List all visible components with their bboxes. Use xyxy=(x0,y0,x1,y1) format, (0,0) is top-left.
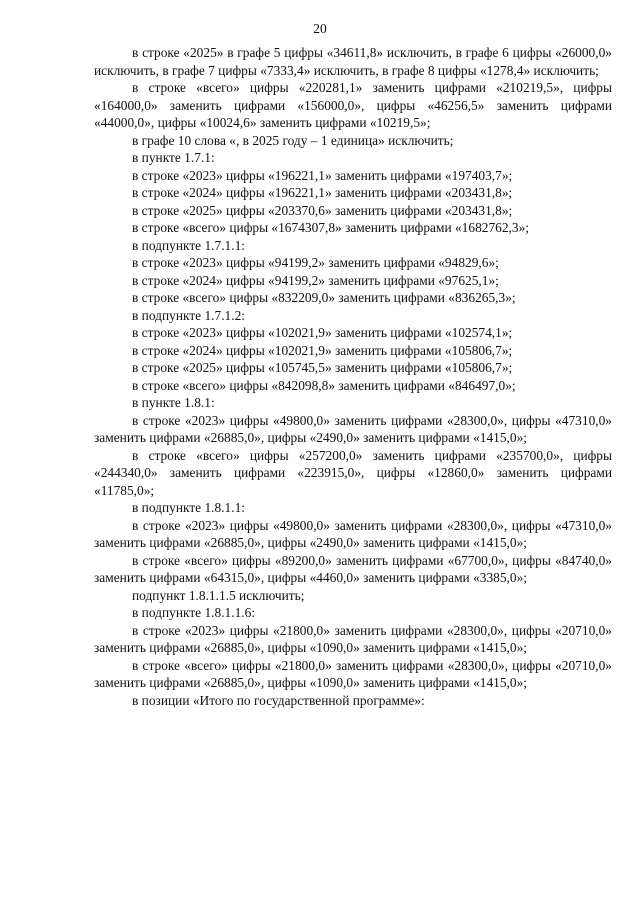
paragraph: в строке «2025» цифры «203370,6» заменить цифрами «203431,8»; xyxy=(132,202,513,218)
paragraph: в строке «2023» цифры «49800,0» заменить цифрами «28300,0», цифры «47310,0» заменить цифрами «26885,0», цифры «2490,0» заменить цифрами «1415,0»; xyxy=(94,517,612,550)
paragraph: в строке «2025» цифры «105745,5» заменить цифрами «105806,7»; xyxy=(132,360,513,375)
paragraph: в строке «2025» в графе 5 цифры «34611,8» исключить, в графе 6 цифры «26000,0» исключить, в графе 7 цифры «7333,4» исключить, в графе 8 цифры «1278,4» исключить; xyxy=(94,45,612,78)
paragraph: в строке «2023» цифры «196221,1» заменить цифрами «197403,7»; xyxy=(132,167,513,183)
paragraph: в строке «2024» цифры «94199,2» заменить цифрами «97625,1»; xyxy=(132,272,499,288)
paragraph: в графе 10 слова «, в 2025 году – 1 единица» исключить; xyxy=(132,132,454,148)
paragraph: подпункт 1.8.1.1.5 исключить; xyxy=(132,587,305,603)
paragraph: в строке «2023» цифры «102021,9» заменить цифрами «102574,1»; xyxy=(132,325,513,340)
document-body xyxy=(94,44,612,709)
paragraph: в пункте 1.8.1: xyxy=(132,395,215,410)
paragraph: в строке «2023» цифры «94199,2» заменить цифрами «94829,6»; xyxy=(132,255,499,270)
paragraph: в строке «всего» цифры «832209,0» заменить цифрами «836265,3»; xyxy=(132,290,516,305)
page-number: 20 xyxy=(313,21,327,36)
paragraph: в строке «всего» цифры «220281,1» заменить цифрами «210219,5», цифры «164000,0» заменить цифрами «156000,0», цифры «46256,5» заменить цифрами «44000,0», цифры «10024,6» заменить цифрами «10219,5»; xyxy=(94,80,612,130)
paragraph: в строке «всего» цифры «21800,0» заменить цифрами «28300,0», цифры «20710,0» заменить цифрами «26885,0», цифры «1090,0» заменить цифрами «1415,0»; xyxy=(94,657,612,690)
paragraph: в строке «всего» цифры «1674307,8» заменить цифрами «1682762,3»; xyxy=(132,220,530,235)
paragraph: в подпункте 1.8.1.1.6: xyxy=(132,605,256,620)
paragraph: в строке «2024» цифры «102021,9» заменить цифрами «105806,7»; xyxy=(132,342,513,358)
paragraph: в строке «всего» цифры «257200,0» заменить цифрами «235700,0», цифры «244340,0» заменить цифрами «223915,0», цифры «12860,0» заменить цифрами «11785,0»; xyxy=(94,447,612,498)
paragraph: в строке «всего» цифры «89200,0» заменить цифрами «67700,0», цифры «84740,0» заменить цифрами «64315,0», цифры «4460,0» заменить цифрами «3385,0»; xyxy=(94,552,612,585)
paragraph: в пункте 1.7.1: xyxy=(132,150,215,165)
paragraph: в позиции «Итого по государственной программе»: xyxy=(132,692,425,708)
paragraph: в подпункте 1.8.1.1: xyxy=(132,500,246,515)
paragraph: в подпункте 1.7.1.1: xyxy=(132,237,246,253)
paragraph: в подпункте 1.7.1.2: xyxy=(132,307,246,323)
paragraph: в строке «2024» цифры «196221,1» заменить цифрами «203431,8»; xyxy=(132,185,513,200)
paragraph: в строке «всего» цифры «842098,8» заменить цифрами «846497,0»; xyxy=(132,377,516,393)
paragraph: в строке «2023» цифры «49800,0» заменить цифрами «28300,0», цифры «47310,0» заменить цифрами «26885,0», цифры «2490,0» заменить цифрами «1415,0»; xyxy=(94,412,612,445)
paragraph: в строке «2023» цифры «21800,0» заменить цифрами «28300,0», цифры «20710,0» заменить цифрами «26885,0», цифры «1090,0» заменить цифрами «1415,0»; xyxy=(94,622,612,655)
